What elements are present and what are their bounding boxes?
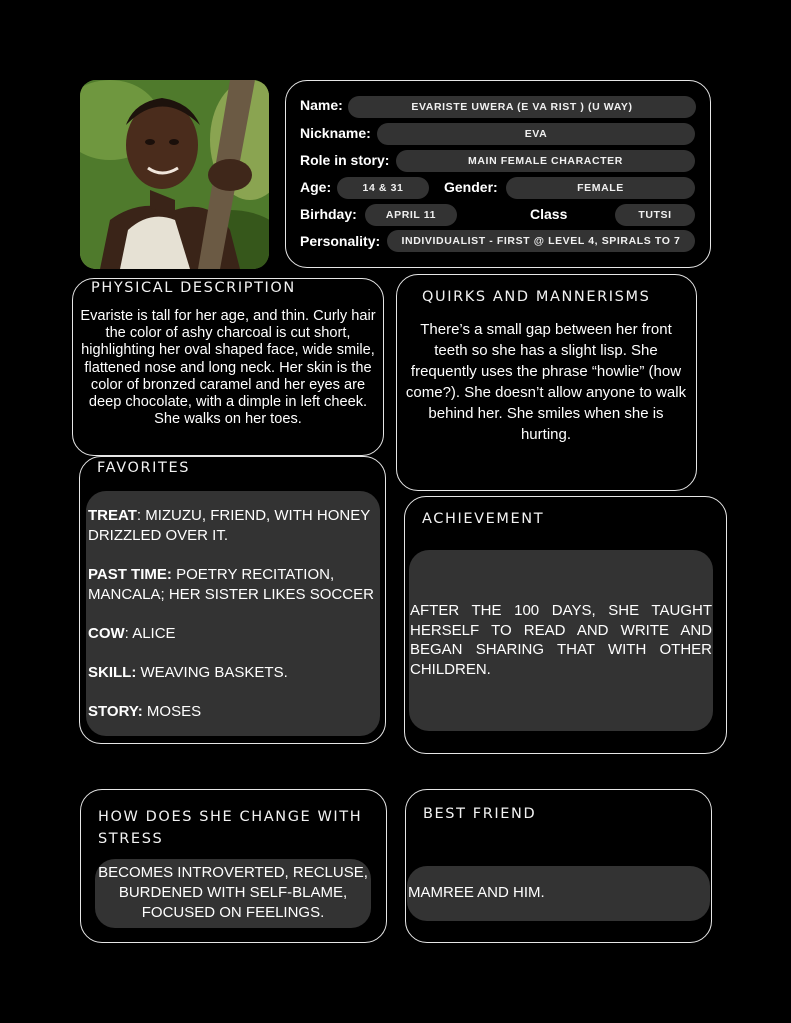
character-photo xyxy=(80,80,269,269)
birthday-label: Birhday: xyxy=(300,206,357,222)
quirks-title: QUIRKS AND MANNERISMS xyxy=(422,289,651,305)
role-value: MAIN FEMALE CHARACTER xyxy=(396,150,695,172)
name-value: EVARISTE UWERA (E VA RIST ) (U WAY) xyxy=(348,96,696,118)
favorite-treat: TREAT: MIZUZU, FRIEND, WITH HONEY DRIZZLED OVER IT. xyxy=(88,507,370,544)
class-label: Class xyxy=(530,206,568,222)
role-label: Role in story: xyxy=(300,152,390,168)
stress-text: BECOMES INTROVERTED, RECLUSE, BURDENED WITH SELF-BLAME, FOCUSED ON FEELINGS. xyxy=(98,864,368,921)
best-friend-text: MAMREE AND HIM. xyxy=(408,884,545,901)
name-label: Name: xyxy=(300,97,343,113)
class-value: TUTSI xyxy=(615,204,695,226)
achievement-title: ACHIEVEMENT xyxy=(422,511,545,527)
favorites-title: FAVORITES xyxy=(97,460,191,476)
favorite-skill: SKILL: WEAVING BASKETS. xyxy=(88,664,288,681)
favorite-cow: COW: ALICE xyxy=(88,625,176,642)
nickname-label: Nickname: xyxy=(300,125,371,141)
gender-label: Gender: xyxy=(444,179,498,195)
achievement-text: AFTER THE 100 DAYS, SHE TAUGHT HERSELF TO READ AND WRITE AND BEGAN SHARING THAT WITH OTHER CHILDREN. xyxy=(410,602,712,678)
personality-label: Personality: xyxy=(300,233,381,249)
birthday-value: APRIL 11 xyxy=(365,204,457,226)
age-value: 14 & 31 xyxy=(337,177,429,199)
character-portrait-image xyxy=(80,80,269,269)
age-label: Age: xyxy=(300,179,332,195)
personality-value: INDIVIDUALIST - FIRST @ LEVEL 4, SPIRALS TO 7 xyxy=(387,230,695,252)
physical-description-text: Evariste is tall for her age, and thin. Curly hair the color of ashy charcoal is cut short, highlighting her oval shaped face, wide smile, flattened nose and long neck. Her skin is the color of bronzed caramel and her eyes are deep chocolate, with a dimple in left cheek. She walks on her toes. xyxy=(80,308,376,428)
best-friend-title: BEST FRIEND xyxy=(423,806,537,822)
stress-title: HOW DOES SHE CHANGE WITH STRESS xyxy=(98,809,363,847)
physical-description-title: PHYSICAL DESCRIPTION xyxy=(91,280,296,296)
favorite-story: STORY: MOSES xyxy=(88,703,202,720)
nickname-value: EVA xyxy=(377,123,695,145)
gender-value: FEMALE xyxy=(506,177,695,199)
quirks-text: There’s a small gap between her front teeth so she has a slight lisp. She frequently uses the phrase “howlie” (how come?). She doesn’t allow anyone to walk behind her. She smiles when she is hurting. xyxy=(405,321,687,443)
favorites-list xyxy=(88,506,380,741)
favorite-past-time: PAST TIME: POETRY RECITATION, MANCALA; HER SISTER LIKES SOCCER xyxy=(88,566,374,603)
